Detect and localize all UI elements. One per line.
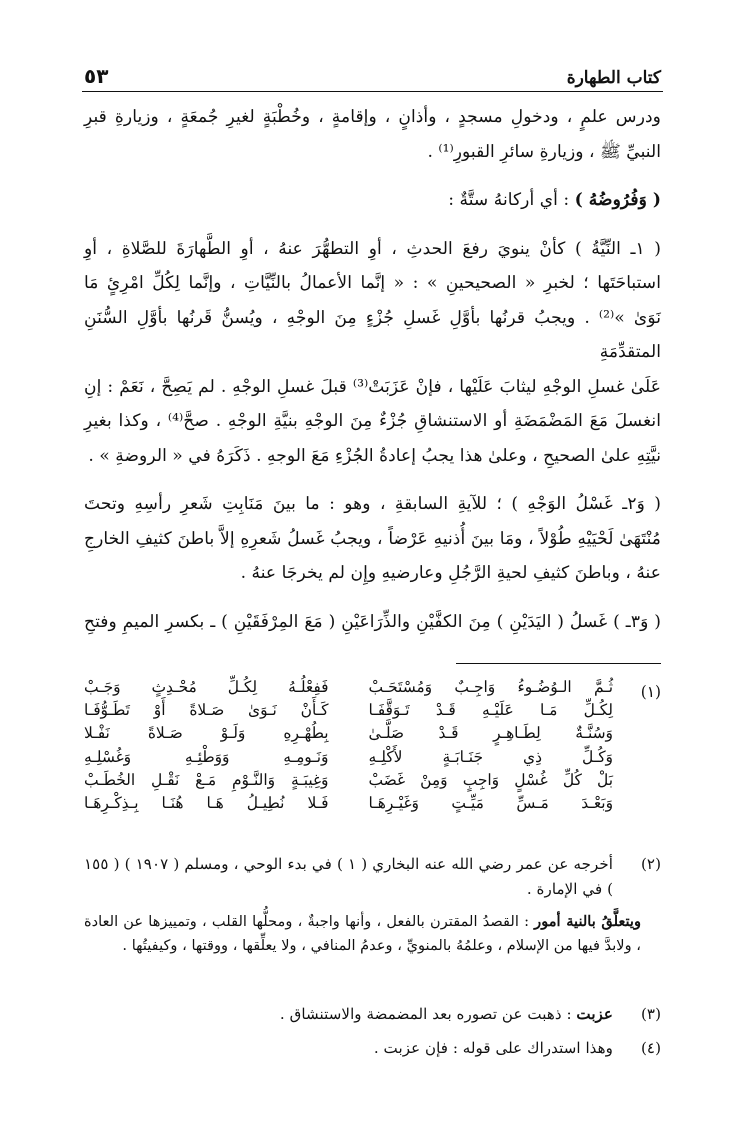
text-line: نيَّتِهِ علىٰ الصحيحِ ، وعلىٰ هذا يجبُ إعادةُ الجُزْءِ مَعَ الوجهِ . ذَكَرَهُ في « الروضةِ » . xyxy=(88,445,661,466)
footnote-2 xyxy=(84,852,661,901)
poem-hemistich-first: وَبَعْـدَ مَـسِّ مَيِّـتٍ وَغَيْـرِهَـا xyxy=(368,793,613,812)
text-line xyxy=(84,183,661,218)
footnote-number: (١) xyxy=(640,683,661,701)
running-header xyxy=(84,58,661,88)
footnote-text xyxy=(84,910,641,958)
footnote-text xyxy=(84,1002,613,1027)
poem-hemistich-first: بَلْ كُلِّ غُسْلٍ وَاجِبٍ وَمِنْ غَضَبْ xyxy=(368,770,613,789)
footnote-number: (٣) xyxy=(640,1005,661,1023)
page-number: ٥٣ xyxy=(84,64,109,88)
text-line: استباحَتَها ؛ لخبرِ « الصحيحينِ » : « إنَّما الأعمالُ بالنِّيَّاتِ ، وإنَّما لِكُلِّ امْرِئٍ مَا xyxy=(84,273,661,293)
text-line: عَلَىٰ غسلِ الوجْهِ ليثابَ عَلَيْها ، فإنْ عَزَبَتْ⁽³⁾ قبلَ غسلِ الوجْهِ . لم يَصِحَّ ، نَعَمْ : إنِ xyxy=(84,376,661,397)
footnote-text-rest: : ذهبت عن تصوره بعد المضمضة والاستنشاق . xyxy=(279,1005,577,1023)
header-rule xyxy=(82,91,663,92)
poem-hemistich-first: لِكُـلِّ مَـا عَلَيْـهِ قَـدْ تَـوَقَّفَـا xyxy=(368,701,613,720)
footnote-1-poem xyxy=(84,676,661,815)
main-text xyxy=(84,100,661,639)
text-line: عنهُ ، وباطنَ كثيفِ لحيةِ الرَّجُلِ وعارضيهِ وإِن لم يخرجَا عنهُ . xyxy=(240,563,661,583)
poem-hemistich-second: فَفِعْلُـهُ لِكُـلِّ مُحْـدِثٍ وَجَـبْ xyxy=(84,678,329,696)
footnote-4 xyxy=(84,1036,661,1061)
poem-hemistich-second: فَـلا نُطِيـلُ هَـا هُنَـا بِـذِكْـرِهَـا xyxy=(84,793,329,812)
footnote-3 xyxy=(84,1002,661,1027)
text-line: مُنْتَهَىٰ لَحْيَيْهِ طُوْلاً ، ومَا بينَ أُذنيهِ عَرْضاً ، ويجبُ غَسلُ شَعرِهِ إلاَّ باطنَ كثيفِ الخارجِ xyxy=(84,528,661,549)
footnote-text-rest: : القصدُ المقترن بالفعل ، وأنها واجبةٌ ، ومحلُّها القلب ، وتمييزها عن العادة ، ولابدَّ فيها من الإسلام ، وعلمُهُ بالمنويِّ ، وعدمُ المنافي ، ولا يعلِّقها ، ووقتها ، وكيفيتُها . xyxy=(84,913,641,954)
footnote-separator xyxy=(456,663,661,664)
poem-hemistich-second: وَنَـومِـهِ وَوَطْئِـهِ وَغُسْلِـهِ xyxy=(84,747,329,766)
footnote-bold-term: عزبت xyxy=(576,1005,613,1023)
footnote-2-continuation xyxy=(84,910,661,958)
poem-hemistich-first: ثُـمَّ الـوُضُـوءُ وَاجِـبٌ وَمُسْتَحَـبْ xyxy=(368,678,613,696)
text-line: ( وَ٣ـ ) غَسلُ ( اليَدَيْنِ ) مِنَ الكفَّيْنِ والذِّرَاعَيْنِ ( مَعَ المِرْفَقَيْنِ ) ـ بكسرِ الميمِ وفتحِ xyxy=(84,611,661,632)
poem-verses xyxy=(84,676,613,815)
poem-hemistich-first: وَكُـلِّ ذِي جَنَـابَـةٍ لأَكْلِـهِ xyxy=(368,747,613,766)
footnote-number: (٤) xyxy=(640,1039,661,1057)
text-line: ( ١ـ النِّيَّةُ ) كأنْ ينويَ رفعَ الحدثِ ، أوِ التطهُّرَ عنهُ ، أوِ الطَّهارَةَ للصَّلاةِ ، أوِ xyxy=(84,238,661,259)
footnote-text: وهذا استدراك على قوله : فإن عزبت . xyxy=(373,1039,613,1057)
text-line: النبيِّ ﷺ ، وزيارةِ سائرِ القبورِ⁽¹⁾ . xyxy=(427,141,661,162)
poem-hemistich-second: وَغِيبَـةٍ وَالنَّـوْمِ مَـعْ نَقْـلِ الخُطَـبْ xyxy=(84,770,329,789)
poem-hemistich-first: وَسُنَّـةٌ لِطَـاهِـرٍ قَـدْ صَلَّـىٰ xyxy=(368,724,613,743)
footnote-number: (٢) xyxy=(640,855,661,873)
text-line: نَوَىٰ »⁽²⁾ . ويجبُ قرنُها بأوَّلِ غَسلِ جُزْءٍ مِنَ الوجْهِ ، ويُسنُّ قَرنُها بأوَّلِ السُّنَنِ المتقدِّمَةِ xyxy=(84,307,661,362)
text-line: ودرس علمٍ ، ودخولِ مسجدٍ ، وأذانٍ ، وإقامةٍ ، وخُطْبَةٍ لغيرِ جُمعَةٍ ، وزيارةِ قبرِ xyxy=(84,107,661,127)
footnote-bold-term: ويتعلَّقُ بالنية أمور xyxy=(534,913,641,930)
heading-furud: ( وَفُرُوضُهُ ) xyxy=(574,190,661,210)
poem-hemistich-second: كَـأَنْ نَـوَىٰ صَـلاةً أَوْ تَطَـوُّفَـا xyxy=(84,701,329,720)
text-line: انغسلَ مَعَ المَضْمَضَةِ أو الاستنشاقِ جُزْءٌ مِنَ الوجْهِ بنيَّةِ الوجْهِ . صحَّ⁽⁴⁾ ، وكذا بغيرِ xyxy=(84,411,661,431)
book-title: كتاب الطهارة xyxy=(566,68,661,88)
text-line: ( وَ٢ـ غَسْلُ الوَجْهِ ) ؛ للآيةِ السابقةِ ، وهو : ما بينَ مَنَابِتِ شَعرِ رأسِهِ وتحتَ xyxy=(84,494,661,514)
poem-hemistich-second: بِطُهْـرِهِ وَلَـوْ صَـلاةً نَفْـلا xyxy=(84,724,329,743)
heading-furud-rest: : أي أركانهُ ستَّةٌ : xyxy=(448,190,575,210)
footnote-text: أخرجه عن عمر رضي الله عنه البخاري ( ١ ) في بدء الوحي ، ومسلم ( ١٩٠٧ ) ( ١٥٥ ) في الإمارة . xyxy=(84,855,614,898)
